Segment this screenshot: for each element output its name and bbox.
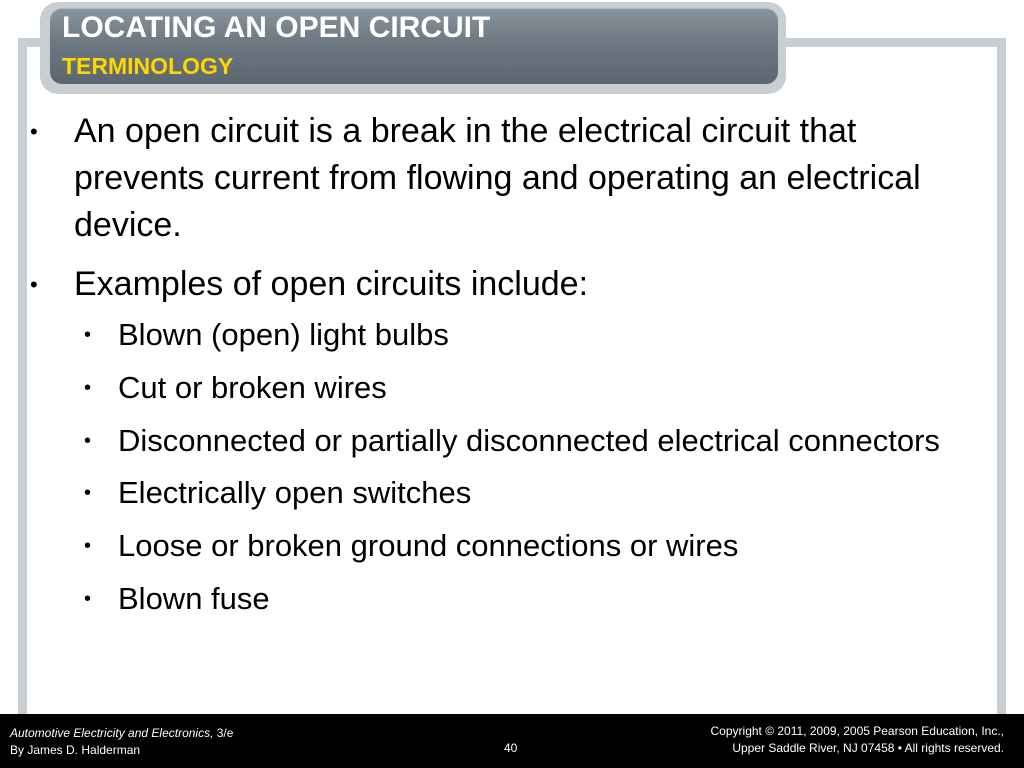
sub-bullet-text: Cut or broken wires [118, 370, 387, 405]
sub-bullet-item [28, 312, 968, 358]
slide-title: LOCATING AN OPEN CIRCUIT [62, 11, 491, 44]
copyright-line-2: Upper Saddle River, NJ 07458 • All rights reserved. [732, 741, 1004, 755]
sub-bullet-dot-icon: • [84, 430, 92, 452]
book-author: By James D. Halderman [10, 743, 141, 757]
book-edition: 3/e [213, 726, 234, 740]
sub-bullet-text: Electrically open switches [118, 475, 472, 510]
bullet-text: An open circuit is a break in the electrical circuit that prevents current from flowing and operating an electrical device. [74, 112, 921, 244]
sub-bullet-dot-icon: • [84, 588, 92, 610]
sub-bullet-text: Disconnected or partially disconnected electrical connectors [118, 423, 940, 458]
sub-bullet-item [28, 365, 968, 411]
sub-bullet-text: Blown (open) light bulbs [118, 317, 449, 352]
sub-bullet-item [28, 418, 968, 463]
sub-bullet-item [28, 523, 968, 569]
sub-bullet-dot-icon: • [84, 535, 92, 557]
page-number: 40 [504, 741, 518, 755]
copyright-line-1: Copyright © 2011, 2009, 2005 Pearson Education, Inc., [710, 724, 1004, 738]
bullet-dot-icon: • [30, 119, 38, 144]
bullet-dot-icon: • [30, 272, 38, 297]
bullet-text: Examples of open circuits include: [74, 265, 589, 303]
book-title: Automotive Electricity and Electronics, [10, 726, 214, 740]
footer-book-info [10, 725, 233, 759]
slide-footer [0, 714, 1024, 768]
slide-subtitle: TERMINOLOGY [62, 53, 234, 79]
bullet-item [28, 108, 968, 249]
sub-bullet-dot-icon: • [84, 377, 92, 399]
sub-bullet-dot-icon: • [84, 324, 92, 346]
sub-bullet-text: Loose or broken ground connections or wires [118, 528, 739, 563]
sub-bullet-text: Blown fuse [118, 581, 270, 616]
sub-bullet-dot-icon: • [84, 482, 92, 504]
bullet-list [28, 108, 968, 629]
sub-bullet-item [28, 576, 968, 622]
sub-bullet-item [28, 470, 968, 516]
footer-copyright [711, 723, 1004, 757]
bullet-item [28, 261, 968, 308]
